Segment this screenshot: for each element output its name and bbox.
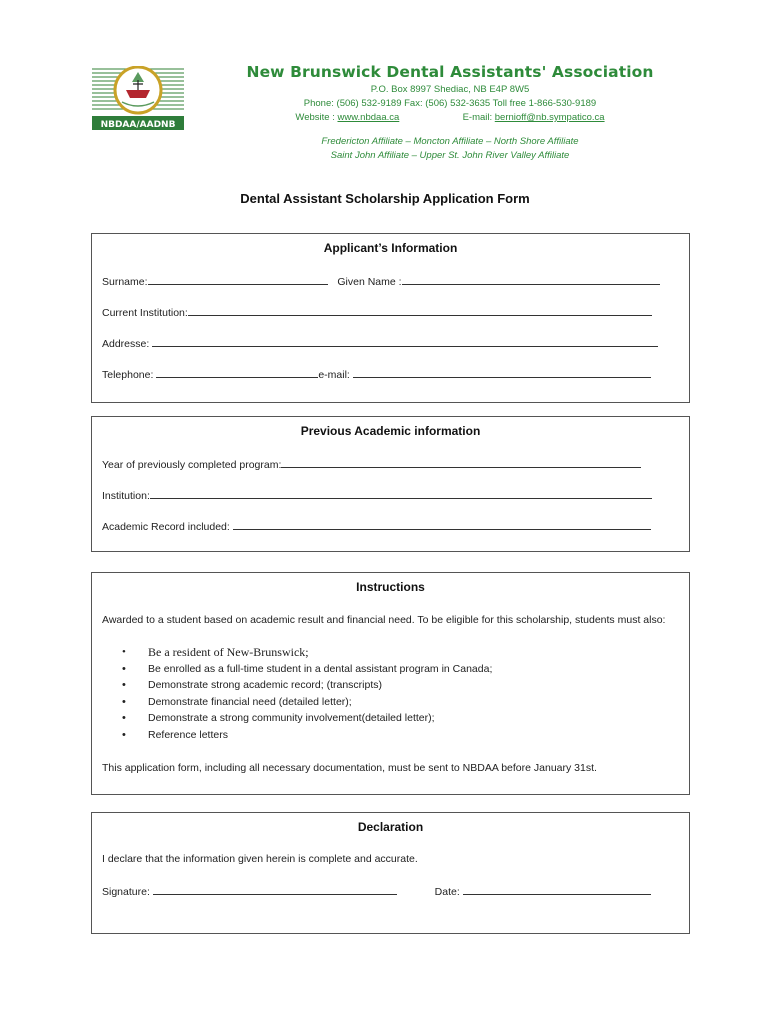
year-row: [102, 457, 641, 471]
section-title: Applicant’s Information: [323, 241, 458, 255]
applicant-info-section: [91, 233, 690, 403]
affiliates-line-1: Fredericton Affiliate – Moncton Affiliate – North Shore Affiliate: [321, 136, 579, 147]
organization-name: New Brunswick Dental Assistants' Association: [246, 63, 654, 81]
eligibility-list: [114, 644, 492, 743]
phone-fax: Phone: (506) 532-9189 Fax: (506) 532-3635 Toll free 1-866-530-9189: [303, 98, 597, 109]
website-link[interactable]: www.nbdaa.ca: [337, 112, 400, 123]
surname-row: [102, 274, 660, 288]
email-field[interactable]: [353, 367, 651, 378]
given-name-label: Given Name :: [337, 276, 402, 288]
signature-field[interactable]: [153, 884, 397, 895]
record-field[interactable]: [233, 519, 651, 530]
institution-label: Current Institution:: [102, 307, 188, 319]
prev-institution-label: Institution:: [102, 490, 150, 502]
date-label: Date:: [434, 886, 460, 898]
email-label: E-mail:: [462, 112, 493, 123]
section-title: Declaration: [357, 820, 424, 834]
list-item: • Reference letters: [114, 727, 492, 744]
address-field[interactable]: [152, 336, 658, 347]
web-email-line: [240, 112, 660, 123]
signature-label: Signature:: [102, 886, 150, 898]
prev-institution-row: [102, 488, 652, 502]
website-label: Website :: [295, 112, 335, 123]
logo-text: NBDAA/AADNB: [100, 120, 176, 130]
list-item: • Demonstrate a strong community involvement(detailed letter);: [114, 710, 492, 727]
declaration-text: I declare that the information given herein is complete and accurate.: [102, 853, 418, 865]
instructions-intro: Awarded to a student based on academic result and financial need. To be eligible for this scholarship, students must also:: [102, 614, 666, 626]
signature-row: [102, 884, 651, 898]
surname-label: Surname:: [102, 276, 148, 288]
instructions-section: [91, 572, 690, 795]
year-label: Year of previously completed program:: [102, 459, 282, 471]
section-title: Previous Academic information: [300, 424, 481, 438]
list-item: • Be a resident of New-Brunswick;: [114, 644, 492, 661]
previous-academic-section: [91, 416, 690, 552]
surname-field[interactable]: [148, 274, 328, 285]
institution-row: [102, 305, 652, 319]
association-logo: [92, 66, 184, 130]
record-label: Academic Record included:: [102, 521, 230, 533]
telephone-row: [102, 367, 651, 381]
affiliates-line-2: Saint John Affiliate – Upper St. John River Valley Affiliate: [330, 150, 570, 161]
email-link[interactable]: bernioff@nb.sympatico.ca: [494, 112, 605, 123]
date-field[interactable]: [463, 884, 651, 895]
list-item: • Demonstrate financial need (detailed letter);: [114, 694, 492, 711]
list-item: • Demonstrate strong academic record; (transcripts): [114, 677, 492, 694]
logo-graphic: [92, 66, 184, 130]
list-item: • Be enrolled as a full-time student in a dental assistant program in Canada;: [114, 661, 492, 678]
form-title: Dental Assistant Scholarship Application Form: [240, 191, 530, 206]
year-field[interactable]: [281, 457, 641, 468]
address-label: Addresse:: [102, 338, 150, 350]
instructions-footer: This application form, including all necessary documentation, must be sent to NBDAA before January 31st.: [102, 762, 597, 774]
section-title: Instructions: [356, 580, 425, 594]
prev-institution-field[interactable]: [150, 488, 652, 499]
postal-address: P.O. Box 8997 Shediac, NB E4P 8W5: [370, 84, 530, 95]
email-field-label: e-mail:: [318, 369, 350, 381]
record-row: [102, 519, 651, 533]
address-row: [102, 336, 658, 350]
given-name-field[interactable]: [402, 274, 660, 285]
telephone-field[interactable]: [156, 367, 318, 378]
telephone-label: Telephone:: [102, 369, 154, 381]
institution-field[interactable]: [188, 305, 652, 316]
declaration-section: [91, 812, 690, 934]
